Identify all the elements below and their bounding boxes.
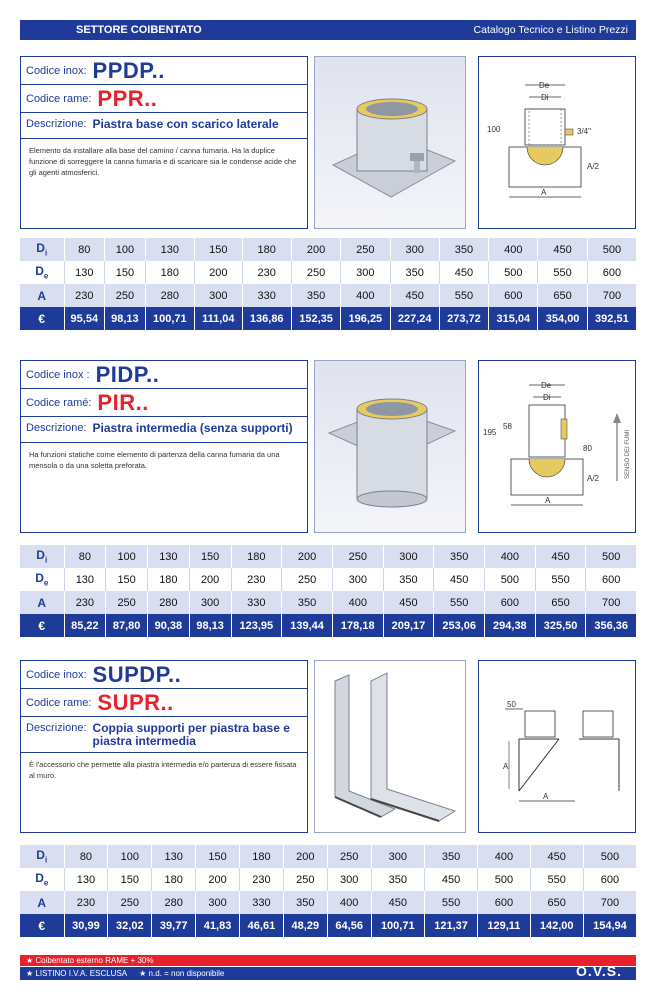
description-text: Piastra base con scarico laterale: [92, 117, 279, 131]
table-cell: 150: [105, 261, 146, 284]
table-cell: 250: [291, 261, 340, 284]
table-cell: 150: [189, 545, 231, 568]
table-cell: 600: [583, 868, 636, 891]
code-inox: PPDP..: [92, 57, 165, 83]
catalog-title: Catalogo Tecnico e Listino Prezzi: [473, 24, 628, 36]
code-rame: PIR..: [97, 389, 149, 415]
table-cell: 230: [231, 568, 282, 591]
header-bar: [20, 20, 636, 40]
row-head-di: $D_i$: [20, 845, 64, 868]
table-cell: 180: [152, 868, 196, 891]
table-cell: 230: [64, 591, 106, 614]
table-cell: 98,13: [189, 614, 231, 637]
table-cell: 650: [538, 284, 587, 307]
table-cell: 250: [105, 284, 146, 307]
table-cell: 142,00: [530, 914, 583, 937]
table-cell: 273,72: [439, 307, 488, 330]
table-cell: 87,80: [106, 614, 148, 637]
table-cell: 280: [145, 284, 194, 307]
table-cell: 300: [390, 238, 439, 261]
table-cell: 80: [64, 845, 108, 868]
table-cell: 250: [283, 868, 327, 891]
table-row-a: [20, 891, 636, 914]
table-cell: 600: [489, 284, 538, 307]
table-cell: 330: [240, 891, 284, 914]
table-cell: 80: [64, 545, 106, 568]
product-photo: [314, 660, 466, 833]
table-cell: 130: [145, 238, 194, 261]
label-flow: SENSO DEI FUMI: [625, 429, 631, 479]
row-head-price: €: [20, 914, 64, 937]
table-cell: 253,06: [434, 614, 485, 637]
table-cell: 450: [390, 284, 439, 307]
table-cell: 330: [231, 591, 282, 614]
row-head-a: A: [20, 591, 64, 614]
table-cell: 450: [439, 261, 488, 284]
table-cell: 350: [383, 568, 434, 591]
brand-logo: O.V.S.: [576, 963, 622, 979]
label-de: De: [541, 381, 552, 390]
table-cell: 700: [586, 591, 636, 614]
code-rame-label: Codice rame:: [26, 696, 92, 709]
product-info-box: [20, 56, 308, 229]
table-cell: 350: [390, 261, 439, 284]
table-cell: 250: [282, 568, 333, 591]
label-pipe: 3/4": [577, 127, 591, 136]
table-cell: 200: [283, 845, 327, 868]
table-row-a: [20, 284, 636, 307]
table-cell: 300: [341, 261, 390, 284]
table-cell: 350: [283, 891, 327, 914]
row-head-di: $D_i$: [20, 238, 64, 261]
table-cell: 550: [439, 284, 488, 307]
label-half: A/2: [587, 162, 600, 171]
table-cell: 250: [106, 591, 148, 614]
code-inox-row: [21, 661, 307, 689]
code-rame: PPR..: [97, 85, 158, 111]
label-a: A: [541, 188, 547, 197]
label-h2: 58: [503, 422, 512, 431]
table-cell: 100,71: [145, 307, 194, 330]
table-row-price: [20, 307, 636, 330]
table-cell: 650: [535, 591, 586, 614]
table-cell: 300: [371, 845, 424, 868]
table-cell: 150: [108, 868, 152, 891]
code-rame-row: [21, 689, 307, 717]
table-cell: 130: [152, 845, 196, 868]
product-note: Ha funzioni statiche come elemento di partenza della canna fumaria da una mensola o da una soletta preforata.: [29, 450, 280, 470]
table-row-price: [20, 614, 636, 637]
table-cell: 178,18: [332, 614, 383, 637]
code-inox: SUPDP..: [92, 661, 182, 687]
table-cell: 400: [327, 891, 371, 914]
table-cell: 230: [242, 261, 291, 284]
table-cell: 200: [196, 868, 240, 891]
description-label: Descrizione:: [26, 118, 87, 130]
table-cell: 350: [291, 284, 340, 307]
label-height: 100: [487, 125, 501, 134]
code-inox-row: [21, 361, 307, 389]
code-inox-label: Codice inox :: [26, 368, 90, 381]
table-cell: 180: [145, 261, 194, 284]
product-info-box: [20, 360, 308, 533]
table-cell: 180: [242, 238, 291, 261]
table-cell: 90,38: [148, 614, 190, 637]
table-cell: 150: [106, 568, 148, 591]
table-cell: 130: [64, 868, 108, 891]
table-cell: 121,37: [424, 914, 477, 937]
code-rame-row: [21, 85, 307, 113]
table-cell: 150: [196, 845, 240, 868]
table-cell: 650: [530, 891, 583, 914]
table-cell: 46,61: [240, 914, 284, 937]
table-cell: 111,04: [195, 307, 243, 330]
description-row: [21, 113, 307, 139]
table-cell: 48,29: [283, 914, 327, 937]
table-cell: 700: [583, 891, 636, 914]
table-cell: 39,77: [152, 914, 196, 937]
code-rame-label: Codice ramé:: [26, 396, 92, 409]
table-cell: 550: [434, 591, 485, 614]
footer-notes: [20, 963, 636, 980]
row-head-de: $D_e$: [35, 264, 49, 281]
table-cell: 80: [64, 238, 105, 261]
table-row-di: [20, 545, 636, 568]
label-di: Di: [541, 93, 549, 102]
code-inox-label: Codice inox:: [26, 64, 87, 77]
table-cell: 280: [148, 591, 190, 614]
table-cell: 294,38: [485, 614, 536, 637]
table-cell: 356,36: [586, 614, 636, 637]
label-de: De: [539, 81, 550, 90]
table-cell: 180: [240, 845, 284, 868]
row-head-de: $D_e$: [35, 571, 49, 588]
row-head-price: €: [20, 614, 64, 637]
label-width: 50: [507, 700, 516, 709]
technical-drawing: [478, 360, 636, 533]
table-cell: 550: [535, 568, 586, 591]
table-cell: 500: [587, 238, 636, 261]
table-cell: 130: [64, 568, 106, 591]
table-cell: 300: [332, 568, 383, 591]
table-cell: 500: [478, 868, 530, 891]
table-cell: 325,50: [535, 614, 586, 637]
table-cell: 230: [64, 284, 105, 307]
table-cell: 154,94: [583, 914, 636, 937]
table-cell: 300: [196, 891, 240, 914]
table-cell: 30,99: [64, 914, 108, 937]
table-cell: 32,02: [108, 914, 152, 937]
table-cell: 250: [327, 845, 371, 868]
table-cell: 230: [240, 868, 284, 891]
table-cell: 450: [424, 868, 477, 891]
product-photo: [314, 56, 466, 229]
table-row-di: [20, 238, 636, 261]
table-cell: 450: [530, 845, 583, 868]
table-cell: 100: [108, 845, 152, 868]
table-row-a: [20, 591, 636, 614]
price-table: [20, 545, 636, 637]
table-cell: 350: [439, 238, 488, 261]
table-cell: 330: [242, 284, 291, 307]
table-cell: 150: [195, 238, 243, 261]
table-cell: 230: [64, 891, 108, 914]
product-photo: [314, 360, 466, 533]
table-cell: 600: [587, 261, 636, 284]
table-cell: 550: [424, 891, 477, 914]
label-a-vertical: A: [503, 762, 509, 771]
table-cell: 400: [332, 591, 383, 614]
table-cell: 209,17: [383, 614, 434, 637]
label-a-horizontal: A: [543, 792, 549, 801]
footer-copper-note: ★ Coibentato esterno RAME + 30%: [20, 955, 636, 966]
description-row: [21, 417, 307, 443]
row-head-di: $D_i$: [20, 545, 64, 568]
table-cell: 600: [478, 891, 530, 914]
table-cell: 392,51: [587, 307, 636, 330]
table-cell: 550: [530, 868, 583, 891]
table-cell: 129,11: [478, 914, 530, 937]
table-cell: 100,71: [371, 914, 424, 937]
code-rame: SUPR..: [97, 689, 174, 715]
code-rame-label: Codice rame:: [26, 92, 92, 105]
table-cell: 250: [108, 891, 152, 914]
table-cell: 354,00: [538, 307, 587, 330]
label-a: A: [545, 496, 551, 505]
table-cell: 350: [424, 845, 477, 868]
table-cell: 400: [478, 845, 530, 868]
table-cell: 350: [434, 545, 485, 568]
table-cell: 100: [106, 545, 148, 568]
description-row: [21, 717, 307, 753]
arrow-up-icon: [613, 413, 621, 423]
product-info-box: [20, 660, 308, 833]
table-cell: 400: [341, 284, 390, 307]
label-half: A/2: [587, 474, 600, 483]
table-cell: 700: [587, 284, 636, 307]
table-cell: 280: [152, 891, 196, 914]
table-cell: 315,04: [489, 307, 538, 330]
row-head-a: A: [20, 284, 64, 307]
table-cell: 500: [485, 568, 536, 591]
label-h3: 80: [583, 444, 592, 453]
description-text: Piastra intermedia (senza supporti): [92, 421, 293, 435]
code-inox-row: [21, 57, 307, 85]
table-cell: 600: [485, 591, 536, 614]
table-cell: 152,35: [291, 307, 340, 330]
table-cell: 200: [195, 261, 243, 284]
section-title: SETTORE COIBENTATO: [76, 24, 202, 36]
table-cell: 85,22: [64, 614, 106, 637]
product-note: È l'accessorio che permette alla piastra intermedia e/o partenza di essere fissata al muro.: [29, 760, 297, 780]
description-label: Descrizione:: [26, 722, 87, 734]
table-cell: 450: [538, 238, 587, 261]
table-row-di: [20, 845, 636, 868]
table-cell: 180: [231, 545, 282, 568]
table-cell: 600: [586, 568, 636, 591]
technical-drawing: [478, 56, 636, 229]
table-cell: 450: [371, 891, 424, 914]
table-cell: 95,54: [64, 307, 105, 330]
table-cell: 130: [148, 545, 190, 568]
table-cell: 200: [189, 568, 231, 591]
table-cell: 300: [327, 868, 371, 891]
product-note: Elemento da installare alla base del camino / canna fumaria. Ha la duplice funzione di sorreggere la canna fumaria e di scaricare sia le condense acide che gli agenti atmosferici.: [29, 146, 297, 177]
code-inox-label: Codice inox:: [26, 668, 87, 681]
code-inox: PIDP..: [95, 361, 160, 387]
technical-drawing: [478, 660, 636, 833]
table-cell: 350: [282, 591, 333, 614]
row-head-de: $D_e$: [35, 871, 49, 888]
table-cell: 250: [341, 238, 390, 261]
table-row-price: [20, 914, 636, 937]
table-cell: 450: [434, 568, 485, 591]
table-cell: 227,24: [390, 307, 439, 330]
table-cell: 250: [332, 545, 383, 568]
table-cell: 550: [538, 261, 587, 284]
table-cell: 300: [383, 545, 434, 568]
table-cell: 500: [586, 545, 636, 568]
table-cell: 200: [282, 545, 333, 568]
table-cell: 500: [489, 261, 538, 284]
code-rame-row: [21, 389, 307, 417]
table-cell: 400: [485, 545, 536, 568]
table-cell: 41,83: [196, 914, 240, 937]
footer-nd-note: ★ n.d. = non disponibile: [139, 969, 225, 978]
description-text: Coppia supporti per piastra base e piastra intermedia: [92, 721, 290, 748]
label-di: Di: [543, 393, 551, 402]
table-cell: 200: [291, 238, 340, 261]
row-head-price: €: [20, 307, 64, 330]
table-cell: 123,95: [231, 614, 282, 637]
table-cell: 300: [189, 591, 231, 614]
table-cell: 130: [64, 261, 105, 284]
table-row-de: [20, 261, 636, 284]
description-label: Descrizione:: [26, 422, 87, 434]
table-cell: 98,13: [105, 307, 146, 330]
table-row-de: [20, 868, 636, 891]
table-cell: 500: [583, 845, 636, 868]
label-h1: 195: [483, 428, 497, 437]
table-cell: 300: [195, 284, 243, 307]
table-cell: 450: [383, 591, 434, 614]
table-cell: 64,56: [327, 914, 371, 937]
row-head-a: A: [20, 891, 64, 914]
table-cell: 350: [371, 868, 424, 891]
table-cell: 139,44: [282, 614, 333, 637]
price-table: [20, 845, 636, 937]
footer-vat-note: ★ LISTINO I.V.A. ESCLUSA: [26, 969, 128, 978]
table-cell: 196,25: [341, 307, 390, 330]
table-cell: 180: [148, 568, 190, 591]
table-cell: 100: [105, 238, 146, 261]
table-row-de: [20, 568, 636, 591]
table-cell: 450: [535, 545, 586, 568]
table-cell: 400: [489, 238, 538, 261]
table-cell: 136,86: [242, 307, 291, 330]
price-table: [20, 238, 636, 330]
